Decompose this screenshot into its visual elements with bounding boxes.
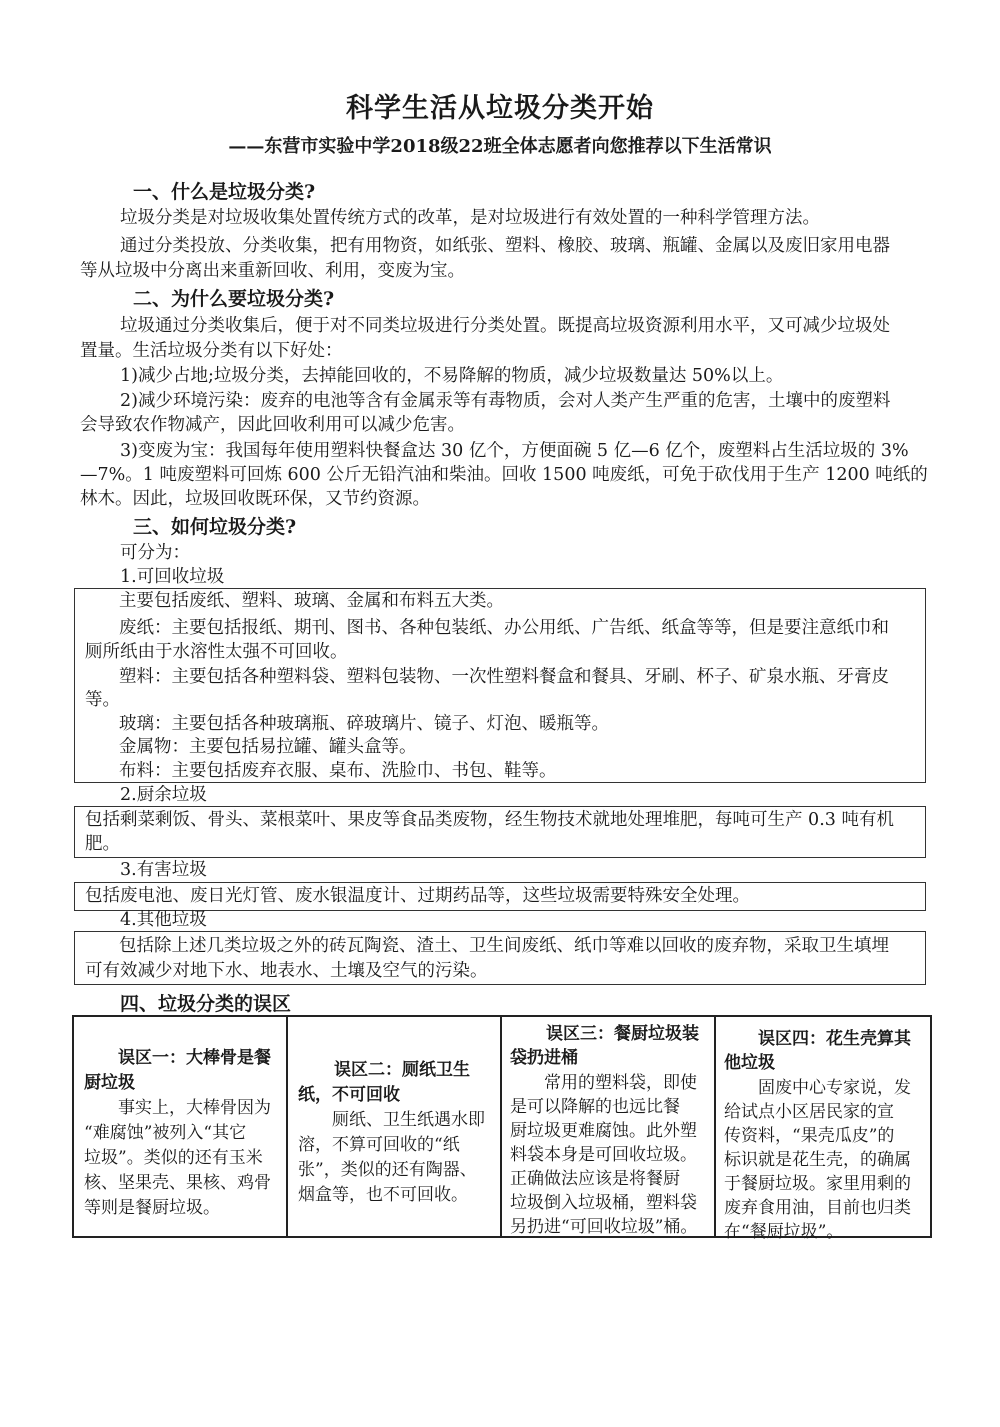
misconception-text: 废弃食用油，目前也归类 <box>724 1198 911 1218</box>
misconception-heading: 厨垃圾 <box>84 1073 135 1093</box>
category-1-line: 废纸：主要包括报纸、期刊、图书、各种包装纸、办公用纸、广告纸、纸盒等等，但是要注意纸巾和 <box>119 618 889 638</box>
category-1-label: 1.可回收垃圾 <box>120 567 225 587</box>
category-3-label: 3.有害垃圾 <box>120 860 207 880</box>
category-2-box <box>74 806 926 858</box>
misconception-text: 厨垃圾更难腐蚀。此外塑 <box>510 1121 697 1141</box>
page-title: 科学生活从垃圾分类开始 <box>346 93 654 124</box>
category-1-line: 等。 <box>85 690 120 710</box>
section-2-line: 林木。因此，垃圾回收既环保，又节约资源。 <box>80 489 430 509</box>
category-4-line: 包括除上述几类垃圾之外的砖瓦陶瓷、渣土、卫生间废纸、纸巾等难以回收的废弃物，采取卫生填埋 <box>119 936 889 956</box>
category-1-line: 布料：主要包括废弃衣服、桌布、洗脸巾、书包、鞋等。 <box>119 761 557 781</box>
section-2-line: 会导致农作物减产，因此回收利用可以减少危害。 <box>80 415 465 435</box>
category-4-line: 可有效减少对地下水、地表水、土壤及空气的污染。 <box>85 961 488 981</box>
misconception-cell <box>286 1017 500 1236</box>
misconception-text: 垃圾”。类似的还有玉米 <box>84 1148 263 1168</box>
category-3-box <box>74 882 926 911</box>
section-4-heading: 四、垃圾分类的误区 <box>120 993 292 1015</box>
section-2-line: 置量。生活垃圾分类有以下好处： <box>80 341 343 361</box>
misconception-heading: 纸，不可回收 <box>298 1085 400 1105</box>
misconception-text: 是可以降解的也远比餐 <box>510 1097 680 1117</box>
section-1-line: 垃圾分类是对垃圾收集处置传统方式的改革，是对垃圾进行有效处置的一种科学管理方法。 <box>120 208 820 228</box>
misconception-heading: 误区三：餐厨垃圾装 <box>546 1024 699 1044</box>
misconceptions-table <box>72 1015 932 1242</box>
misconception-text: 传资料，“果壳瓜皮”的 <box>724 1126 895 1146</box>
category-4-label: 4.其他垃圾 <box>120 910 207 930</box>
misconception-heading: 袋扔进桶 <box>510 1048 578 1068</box>
misconception-text: 料袋本身是可回收垃圾。 <box>510 1145 697 1165</box>
misconception-text: 厕纸、卫生纸遇水即 <box>332 1110 485 1130</box>
category-1-box <box>74 588 926 783</box>
category-2-label: 2.厨余垃圾 <box>120 785 207 805</box>
section-1-line: 通过分类投放、分类收集，把有用物资，如纸张、塑料、橡胶、玻璃、瓶罐、金属以及废旧家用电器 <box>120 236 890 256</box>
section-2-heading: 二、为什么要垃圾分类? <box>133 288 335 310</box>
misconception-text: “难腐蚀”被列入“其它 <box>84 1123 247 1143</box>
category-2-line: 肥。 <box>85 834 120 854</box>
misconception-heading: 误区四：花生壳算其 <box>758 1029 911 1049</box>
misconception-text: 烟盒等，也不可回收。 <box>298 1185 468 1205</box>
misconception-text: 在“餐厨垃圾”。 <box>724 1222 844 1242</box>
misconception-cell <box>714 1017 930 1242</box>
misconception-text: 事实上，大棒骨因为 <box>118 1098 271 1118</box>
misconception-text: 核、坚果壳、果核、鸡骨 <box>84 1173 271 1193</box>
section-2-line: 3)变废为宝：我国每年使用塑料快餐盒达 30 亿个，方便面碗 5 亿—6 亿个，废塑料占生活垃圾的 3% <box>120 441 909 461</box>
section-3-intro: 可分为： <box>120 543 190 563</box>
category-1-line: 厕所纸由于水溶性太强不可回收。 <box>85 642 348 662</box>
section-2-line: —7%。1 吨废塑料可回炼 600 公斤无铅汽油和柴油。回收 1500 吨废纸，可免于砍伐用于生产 1200 吨纸的 <box>80 465 928 485</box>
misconception-heading: 他垃圾 <box>724 1053 775 1073</box>
misconception-text: 于餐厨垃圾。家里用剩的 <box>724 1174 911 1194</box>
section-1-heading: 一、什么是垃圾分类? <box>133 181 316 203</box>
category-1-line: 金属物：主要包括易拉罐、罐头盒等。 <box>119 737 417 757</box>
misconception-text: 正确做法应该是将餐厨 <box>510 1169 680 1189</box>
category-1-line: 主要包括废纸、塑料、玻璃、金属和布料五大类。 <box>119 591 504 611</box>
misconception-text: 常用的塑料袋，即使 <box>544 1073 697 1093</box>
section-3-heading: 三、如何垃圾分类? <box>133 516 297 538</box>
category-3-line: 包括废电池、废日光灯管、废水银温度计、过期药品等，这些垃圾需要特殊安全处理。 <box>85 886 750 906</box>
category-4-box <box>74 931 926 985</box>
section-2-line: 2)减少环境污染：废弃的电池等含有金属汞等有毒物质，会对人类产生严重的危害，土壤中的废塑料 <box>120 391 891 411</box>
misconception-text: 溶，不算可回收的“纸 <box>298 1135 460 1155</box>
misconception-text: 另扔进“可回收垃圾”桶。 <box>510 1217 698 1237</box>
section-2-line: 垃圾通过分类收集后，便于对不同类垃圾进行分类处置。既提高垃圾资源利用水平，又可减少垃圾处 <box>120 316 890 336</box>
page-subtitle: ——东营市实验中学2018级22班全体志愿者向您推荐以下生活常识 <box>228 136 772 157</box>
misconception-text: 给试点小区居民家的宣 <box>724 1102 894 1122</box>
section-1-line: 等从垃圾中分离出来重新回收、利用，变废为宝。 <box>80 261 465 281</box>
misconception-heading: 误区一：大棒骨是餐 <box>118 1048 271 1068</box>
category-2-line: 包括剩菜剩饭、骨头、菜根菜叶、果皮等食品类废物，经生物技术就地处理堆肥，每吨可生产 0.3 吨有机 <box>85 810 894 830</box>
misconception-text: 标识就是花生壳，的确属 <box>724 1150 911 1170</box>
misconception-heading: 误区二：厕纸卫生 <box>334 1060 470 1080</box>
misconception-text: 等则是餐厨垃圾。 <box>84 1198 220 1218</box>
misconception-text: 垃圾倒入垃圾桶，塑料袋 <box>510 1193 697 1213</box>
section-2-line: 1)减少占地;垃圾分类，去掉能回收的，不易降解的物质，减少垃圾数量达 50%以上。 <box>120 366 784 386</box>
misconception-cell <box>74 1017 286 1236</box>
misconception-text: 固废中心专家说，发 <box>758 1078 911 1098</box>
category-1-line: 玻璃：主要包括各种玻璃瓶、碎玻璃片、镜子、灯泡、暖瓶等。 <box>119 714 609 734</box>
misconception-text: 张”，类似的还有陶器、 <box>298 1160 477 1180</box>
category-1-line: 塑料：主要包括各种塑料袋、塑料包装物、一次性塑料餐盒和餐具、牙刷、杯子、矿泉水瓶、牙膏皮 <box>119 667 889 687</box>
misconception-cell <box>500 1017 714 1236</box>
